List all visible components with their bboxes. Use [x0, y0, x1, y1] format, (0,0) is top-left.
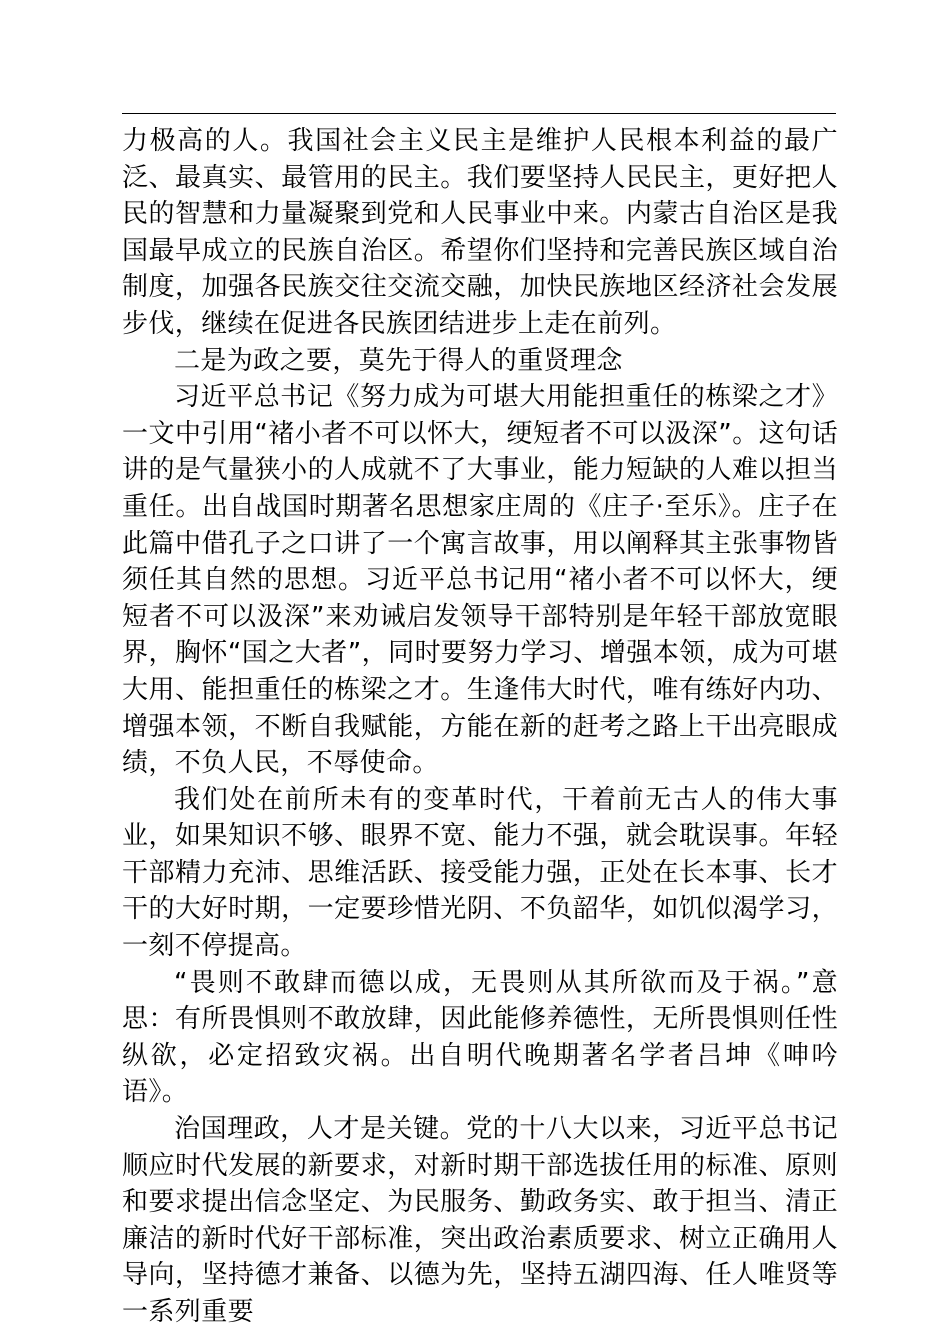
header-rule: [122, 113, 836, 114]
paragraph-6: 治国理政，人才是关键。党的十八大以来，习近平总书记顺应时代发展的新要求，对新时期干部选拔任用的标准、原则和要求提出信念坚定、为民服务、勤政务实、敢于担当、清正廉洁的新时代好干部标准，突出政治素质要求、树立正确用人导向，坚持德才兼备、以德为先，坚持五湖四海、任人唯贤等一系列重要: [122, 1114, 838, 1327]
paragraph-4: 我们处在前所未有的变革时代，干着前无古人的伟大事业，如果知识不够、眼界不宽、能力不强，就会耽误事。年轻干部精力充沛、思维活跃、接受能力强，正处在长本事、长才干的大好时期，一定要珍惜光阴、不负韶华，如饥似渴学习，一刻不停提高。: [122, 784, 838, 962]
paragraph-5: “畏则不敢肆而德以成，无畏则从其所欲而及于祸。”意思：有所畏惧则不敢放肆，因此能修养德性，无所畏惧则任性纵欲，必定招致灾祸。出自明代晚期著名学者吕坤《呻吟语》。: [122, 967, 838, 1108]
section-heading: 二是为政之要，莫先于得人的重贤理念: [174, 345, 623, 376]
document-body: [122, 123, 838, 1331]
paragraph-1: 力极高的人。我国社会主义民主是维护人民根本利益的最广泛、最真实、最管用的民主。我们要坚持人民民主，更好把人民的智慧和力量凝聚到党和人民事业中来。内蒙古自治区是我国最早成立的民族自治区。希望你们坚持和完善民族区域自治制度，加强各民族交往交流交融，加快民族地区经济社会发展步伐，继续在促进各民族团结进步上走在前列。: [122, 126, 838, 339]
paragraph-3: 习近平总书记《努力成为可堪大用能担重任的栋梁之才》一文中引用“褚小者不可以怀大，绠短者不可以汲深”。这句话讲的是气量狭小的人成就不了大事业，能力短缺的人难以担当重任。出自战国时期著名思想家庄周的《庄子·至乐》。庄子在此篇中借孔子之口讲了一个寓言故事，用以阐释其主张事物皆须任其自然的思想。习近平总书记用“褚小者不可以怀大，绠短者不可以汲深”来劝诫启发领导干部特别是年轻干部放宽眼界，胸怀“国之大者”，同时要努力学习、增强本领，成为可堪大用、能担重任的栋梁之才。生逢伟大时代，唯有练好内功、增强本领，不断自我赋能，方能在新的赶考之路上干出亮眼成绩，不负人民，不辱使命。: [122, 382, 838, 779]
